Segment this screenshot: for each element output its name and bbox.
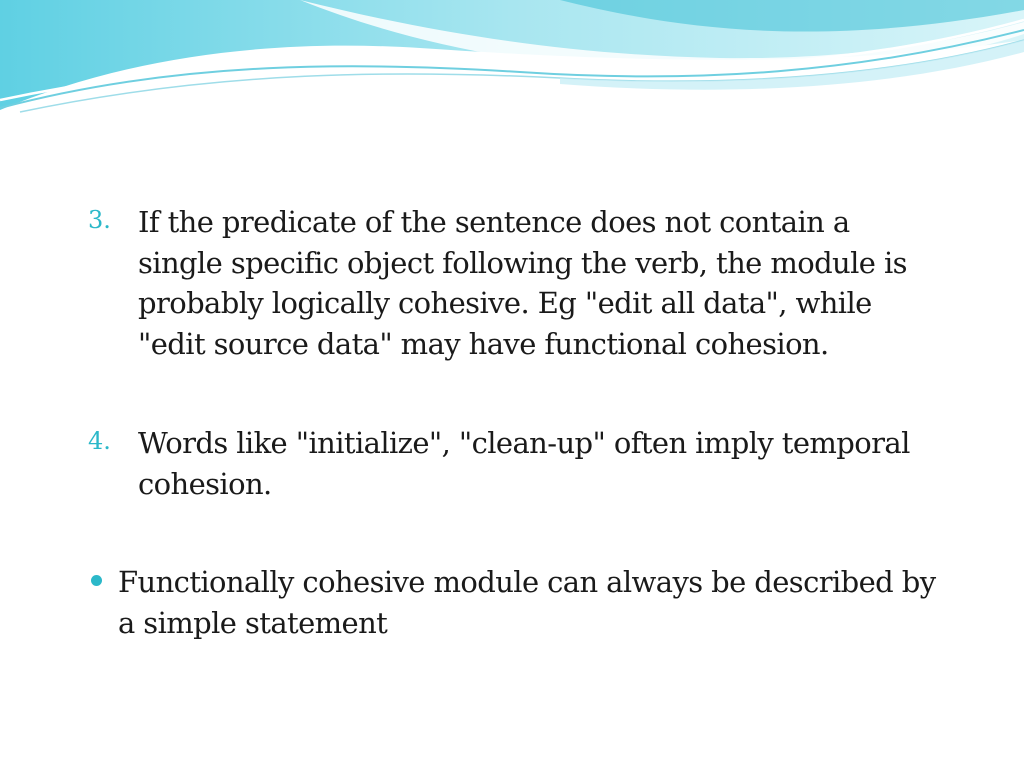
item-text: Words like "initialize", "clean-up" often imply temporal cohesion. [138,426,910,501]
item-number: 3. [88,206,111,234]
bullet-dot-icon [91,575,102,586]
item-number: 4. [88,427,111,455]
bullet-text: Functionally cohesive module can always be described by a simple statement [118,565,936,640]
item-text: If the predicate of the sentence does not contain a single specific object following the verb, the module is probably logically cohesive. Eg "edit all data", while "edit source data" may have functional cohesion. [138,205,907,361]
